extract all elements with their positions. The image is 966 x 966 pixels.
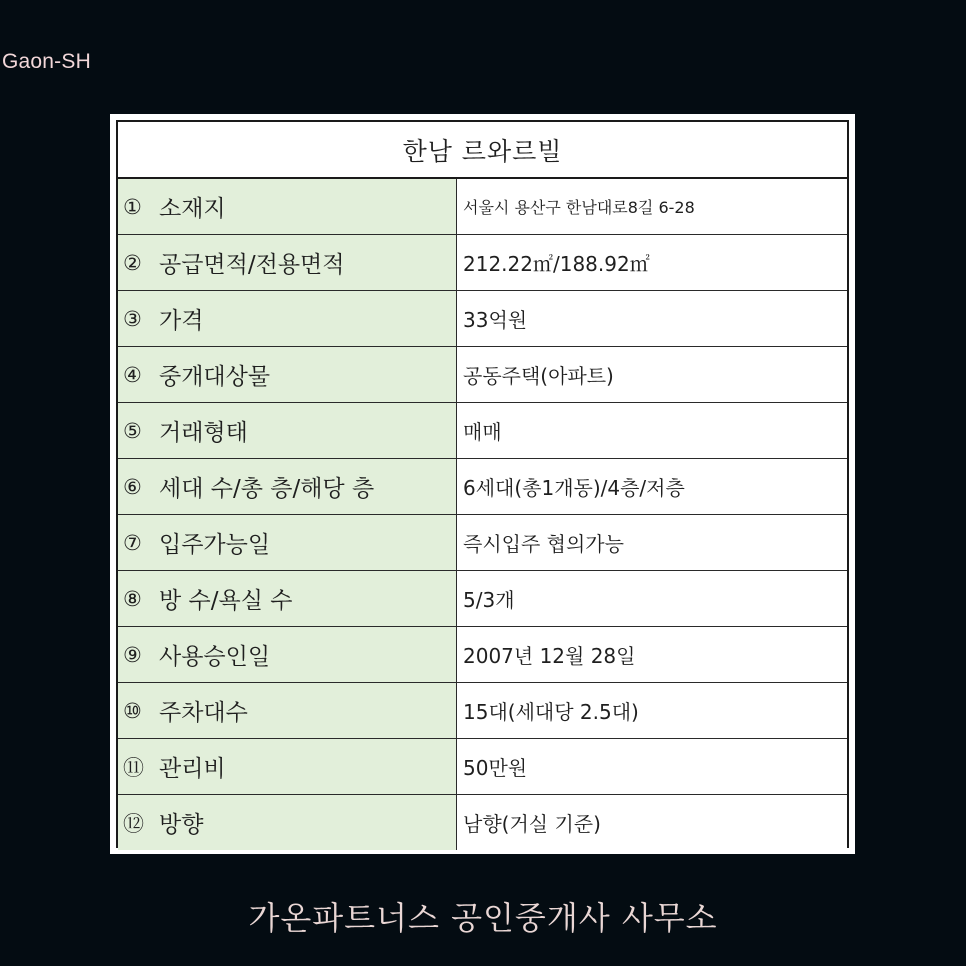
listing-table-card <box>110 114 855 854</box>
table-row <box>118 683 847 739</box>
table-row <box>118 403 847 459</box>
row-number: ⑫ <box>123 811 144 836</box>
row-value: 15대(세대당 2.5대) <box>457 683 847 738</box>
table-row <box>118 235 847 291</box>
table-row <box>118 739 847 795</box>
row-label-text: 거래형태 <box>159 420 248 446</box>
row-label <box>118 627 457 682</box>
row-label-text: 방향 <box>159 812 204 838</box>
row-value: 212.22㎡/188.92㎡ <box>457 235 847 290</box>
row-number: ① <box>123 194 142 219</box>
table-row <box>118 459 847 515</box>
row-number: ⑧ <box>123 586 142 611</box>
row-label <box>118 347 457 402</box>
row-label <box>118 683 457 738</box>
row-number: ⑥ <box>123 474 142 499</box>
row-label <box>118 403 457 458</box>
row-number: ⑨ <box>123 642 142 667</box>
row-label <box>118 235 457 290</box>
row-label-text: 가격 <box>159 308 204 334</box>
table-rows <box>118 179 847 850</box>
row-number: ③ <box>123 306 142 331</box>
row-value: 50만원 <box>457 739 847 794</box>
row-number: ⑦ <box>123 530 142 555</box>
table-row <box>118 571 847 627</box>
office-name-caption: 가온파트너스 공인중개사 사무소 <box>248 899 718 937</box>
row-number: ② <box>123 250 142 275</box>
row-value: 매매 <box>457 403 847 458</box>
table-row <box>118 347 847 403</box>
table-row <box>118 179 847 235</box>
row-label-text: 입주가능일 <box>159 532 271 558</box>
row-number: ⑤ <box>123 418 142 443</box>
row-label <box>118 515 457 570</box>
row-value: 5/3개 <box>457 571 847 626</box>
listing-table <box>116 120 849 848</box>
row-label-text: 공급면적/전용면적 <box>159 252 345 278</box>
row-label-text: 소재지 <box>159 196 226 222</box>
row-value: 공동주택(아파트) <box>457 347 847 402</box>
row-label-text: 세대 수/총 층/해당 층 <box>159 476 375 502</box>
row-number: ⑩ <box>123 698 142 723</box>
row-label <box>118 739 457 794</box>
table-row <box>118 627 847 683</box>
row-number: ⑪ <box>123 755 144 780</box>
row-label-text: 관리비 <box>159 756 226 782</box>
row-label <box>118 795 457 850</box>
row-value: 33억원 <box>457 291 847 346</box>
row-value: 즉시입주 협의가능 <box>457 515 847 570</box>
row-value: 6세대(총1개동)/4층/저층 <box>457 459 847 514</box>
row-label-text: 사용승인일 <box>159 644 271 670</box>
table-row <box>118 291 847 347</box>
row-label <box>118 291 457 346</box>
row-label <box>118 571 457 626</box>
row-label <box>118 179 457 234</box>
table-title: 한남 르와르빌 <box>118 122 847 179</box>
row-number: ④ <box>123 362 142 387</box>
row-label-text: 방 수/욕실 수 <box>159 588 293 614</box>
row-label-text: 중개대상물 <box>159 364 271 390</box>
table-row <box>118 795 847 850</box>
row-value: 서울시 용산구 한남대로8길 6-28 <box>457 179 847 234</box>
row-label <box>118 459 457 514</box>
row-label-text: 주차대수 <box>159 700 248 726</box>
row-value: 남향(거실 기준) <box>457 795 847 850</box>
table-row <box>118 515 847 571</box>
watermark: Gaon-SH <box>2 50 91 73</box>
row-value: 2007년 12월 28일 <box>457 627 847 682</box>
